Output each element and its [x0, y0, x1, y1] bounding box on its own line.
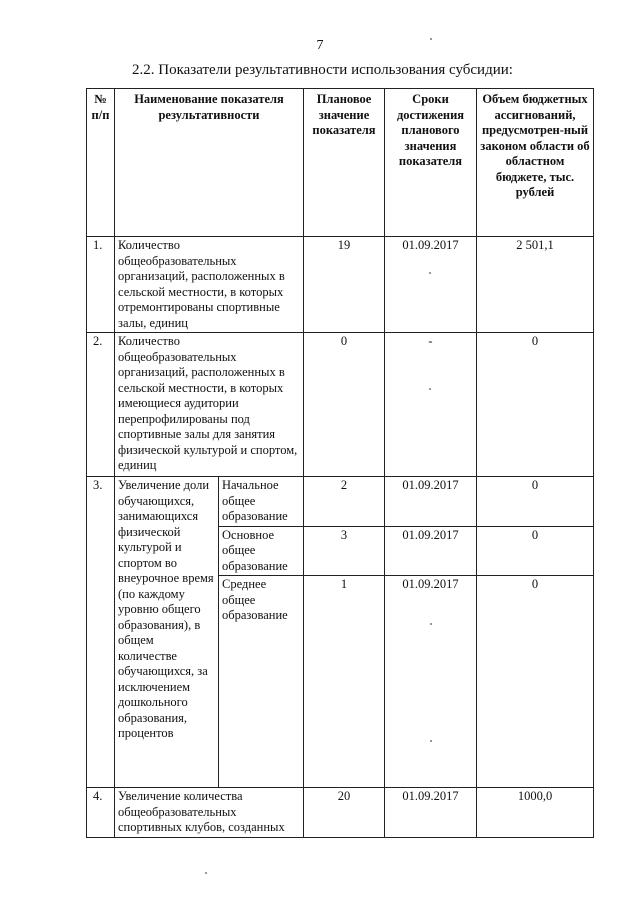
section-title: 2.2. Показатели результативности использования субсидии: [132, 62, 513, 78]
row-num: 2. [87, 333, 115, 477]
row-budget: 0 [477, 333, 594, 477]
scan-speck [430, 38, 432, 40]
row-budget: 0 [477, 477, 594, 527]
header-plan: Плановое значение показателя [304, 89, 385, 237]
header-budget: Объем бюджетных ассигнований, предусмотрен-ный законом области об областном бюджете, тыс. рублей [477, 89, 594, 237]
row-sub-level: Среднее общее образование [219, 576, 304, 788]
scan-speck [429, 388, 431, 390]
table-row [87, 477, 594, 527]
page-number: 7 [316, 38, 324, 53]
row-deadline: 01.09.2017 [385, 477, 477, 527]
row-deadline: 01.09.2017 [385, 237, 477, 333]
row-sub-level: Начальное общее образование [219, 477, 304, 527]
row-name: Увеличение доли обучающихся, занимающихся физической культурой и спортом во внеурочное время (по каждому уровню общего образования), в общем количестве обучающихся, за исключением дошкольного образования, процентов [115, 477, 219, 788]
row-budget: 2 501,1 [477, 237, 594, 333]
row-num: 1. [87, 237, 115, 333]
row-budget: 1000,0 [477, 788, 594, 838]
row-deadline: 01.09.2017 [385, 576, 477, 788]
table-header-row [87, 89, 594, 237]
row-name: Увеличение количества общеобразовательных спортивных клубов, созданных [115, 788, 304, 838]
row-plan: 20 [304, 788, 385, 838]
row-deadline: - [385, 333, 477, 477]
scan-speck [429, 272, 431, 274]
row-name: Количество общеобразовательных организаций, расположенных в сельской местности, в которых имеющиеся аудитории перепрофилированы под спортивные залы для занятия физической культурой и спортом, единиц [115, 333, 304, 477]
scan-speck [430, 623, 432, 625]
row-deadline: 01.09.2017 [385, 788, 477, 838]
row-plan: 19 [304, 237, 385, 333]
row-plan: 1 [304, 576, 385, 788]
row-plan: 2 [304, 477, 385, 527]
row-budget: 0 [477, 526, 594, 576]
header-name: Наименование показателя результативности [115, 89, 304, 237]
row-budget: 0 [477, 576, 594, 788]
row-name: Количество общеобразовательных организаций, расположенных в сельской местности, в которых отремонтированы спортивные залы, единиц [115, 237, 304, 333]
row-plan: 0 [304, 333, 385, 477]
row-plan: 3 [304, 526, 385, 576]
indicators-table [86, 88, 594, 838]
header-deadline: Сроки достижения планового значения показателя [385, 89, 477, 237]
scan-speck [430, 740, 432, 742]
header-num: № п/п [87, 89, 115, 237]
table-row [87, 237, 594, 333]
row-num: 3. [87, 477, 115, 788]
row-sub-level: Основное общее образование [219, 526, 304, 576]
table-row [87, 788, 594, 838]
table-row [87, 333, 594, 477]
row-num: 4. [87, 788, 115, 838]
row-deadline: 01.09.2017 [385, 526, 477, 576]
scan-speck [205, 872, 207, 874]
